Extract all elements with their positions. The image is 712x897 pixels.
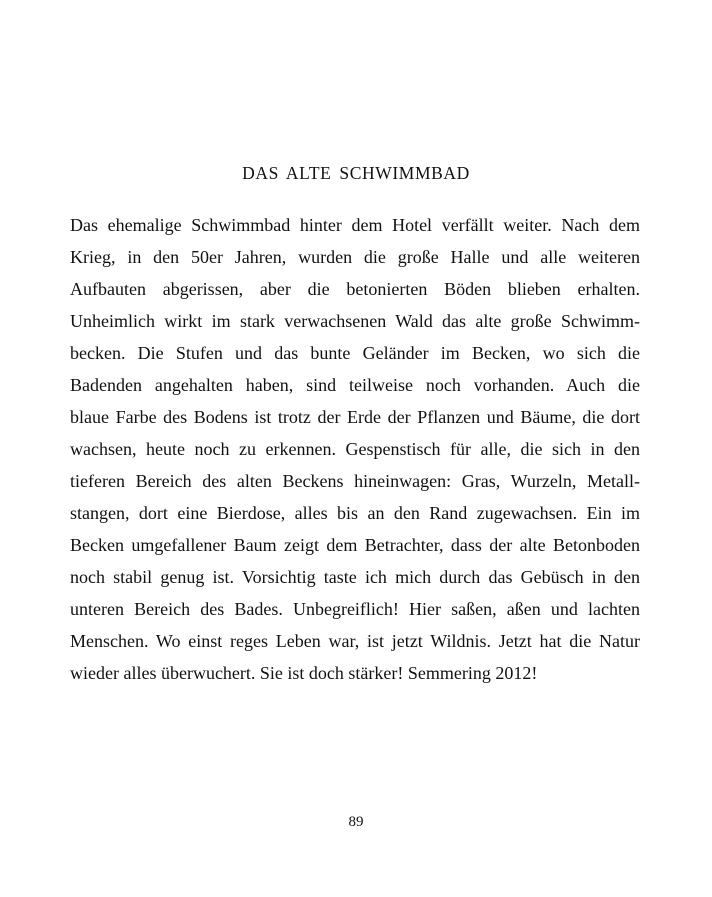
text-line-8: wachsen, heute noch zu erkennen. Gespenstisch für alle, die sich in den bbox=[70, 439, 640, 459]
text-line-7: blaue Farbe des Bodens ist trotz der Erde der Pflanzen und Bäume, die dort bbox=[70, 407, 640, 427]
text-line-1: Das ehemalige Schwimmbad hinter dem Hotel verfällt weiter. Nach dem bbox=[70, 215, 640, 235]
text-line-10: stangen, dort eine Bierdose, alles bis an den Rand zugewachsen. Ein im bbox=[70, 503, 640, 523]
text-line-2: Krieg, in den 50er Jahren, wurden die große Halle und alle weiteren bbox=[70, 247, 640, 267]
text-line-4: Unheimlich wirkt im stark verwachsenen Wald das alte große Schwimm- bbox=[70, 311, 640, 331]
text-line-9: tieferen Bereich des alten Beckens hineinwagen: Gras, Wurzeln, Metall- bbox=[70, 471, 640, 491]
page-number: 89 bbox=[348, 814, 364, 830]
text-line-14: Menschen. Wo einst reges Leben war, ist jetzt Wildnis. Jetzt hat die Natur bbox=[70, 631, 640, 651]
text-line-15: wieder alles überwuchert. Sie ist doch stärker! Semmering 2012! bbox=[70, 663, 538, 683]
page-title: DAS ALTE SCHWIMMBAD bbox=[242, 163, 470, 183]
text-line-6: Badenden angehalten haben, sind teilweise noch vorhanden. Auch die bbox=[70, 375, 640, 395]
text-line-3: Aufbauten abgerissen, aber die betonierten Böden blieben erhalten. bbox=[70, 279, 640, 299]
text-line-11: Becken umgefallener Baum zeigt dem Betrachter, dass der alte Betonboden bbox=[70, 535, 640, 555]
text-line-5: becken. Die Stufen und das bunte Geländer im Becken, wo sich die bbox=[70, 343, 640, 363]
body-paragraph bbox=[70, 212, 640, 692]
text-line-13: unteren Bereich des Bades. Unbegreiflich! Hier saßen, aßen und lachten bbox=[70, 599, 640, 619]
text-line-12: noch stabil genug ist. Vorsichtig taste ich mich durch das Gebüsch in den bbox=[70, 567, 640, 587]
